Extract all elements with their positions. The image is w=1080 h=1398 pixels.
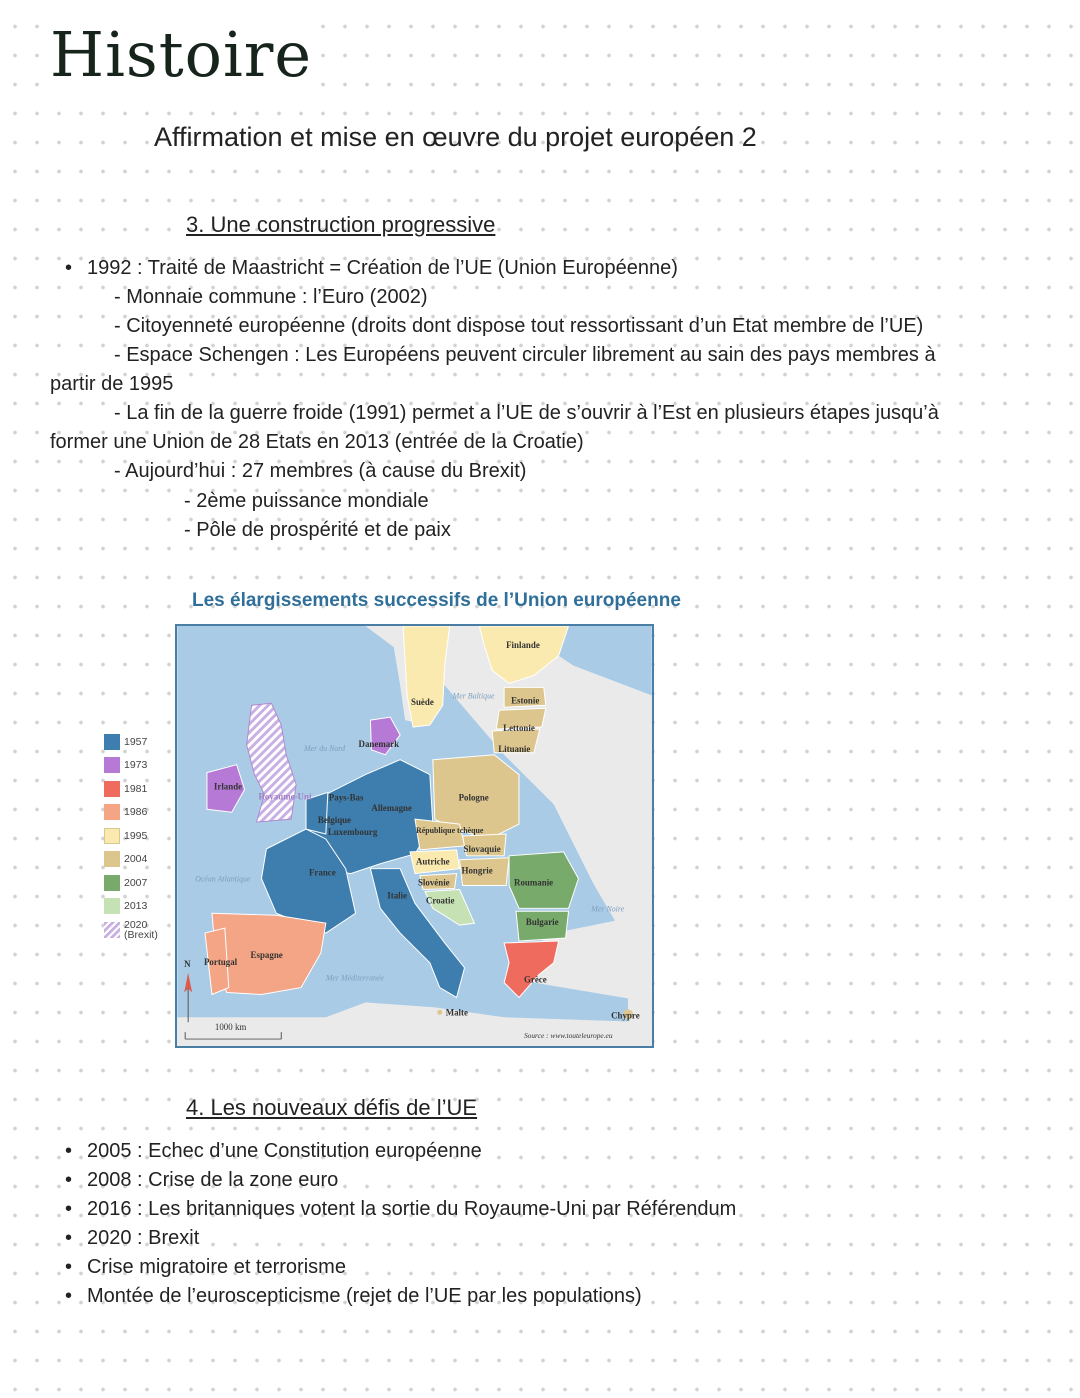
legend-label: 1981 [124,782,148,795]
sea-label: Mer Méditerranée [325,973,385,983]
map-label: Roumanie [514,877,554,888]
map-title: Les élargissements successifs de l’Union européenne [192,590,681,611]
list-item: • 2020 : Brexit [87,1224,199,1253]
eu-enlargement-map [175,624,654,1048]
text-line: - Pôle de prospérité et de paix [184,519,451,541]
map-label: Lettonie [503,723,535,733]
scale-label: 1000 km [214,1022,247,1033]
section-3-heading: 3. Une construction progressive [186,212,496,237]
map-label: Italie [387,890,408,901]
map-legend [104,730,164,942]
map-label: Royaume-Uni [258,791,312,802]
legend-item [104,777,164,801]
legend-swatch [104,875,120,891]
page-subtitle: Affirmation et mise en œuvre du projet européen 2 [154,122,757,152]
text-line: - Monnaie commune : l’Euro (2002) [114,286,428,308]
text-line: - La fin de la guerre froide (1991) permet a l’UE de s’ouvrir à l’Est en plusieurs étapes jusqu’à [114,402,939,424]
country-malta [437,1010,442,1015]
north-label: N [184,958,191,969]
legend-label: 2007 [124,876,148,889]
map-label: Belgique [317,815,352,826]
legend-item [104,918,164,942]
map-label: Suède [411,697,434,708]
map-label: Lituanie [498,743,531,754]
legend-label: 2004 [124,853,148,866]
list-item: • 2016 : Les britanniques votent la sortie du Royaume-Uni par Référendum [87,1195,736,1224]
sea-label: Océan Atlantique [195,874,251,884]
map-label: Malte [445,1007,468,1018]
map-label: Bulgarie [525,917,559,928]
legend-swatch [104,922,120,938]
map-label: Portugal [204,956,238,967]
text-line: partir de 1995 [50,373,174,395]
legend-label: 2020 (Brexit) [124,918,158,941]
map-label: Pays-Bas [328,792,364,803]
legend-swatch [104,734,120,750]
legend-swatch [104,828,120,844]
map-label: Slovaquie [463,843,501,854]
map-label: Autriche [415,856,450,867]
map-label: Luxembourg [327,827,378,838]
legend-swatch [104,898,120,914]
legend-swatch [104,757,120,773]
list-item: • 2005 : Echec d’une Constitution européenne [87,1137,482,1166]
legend-swatch [104,851,120,867]
page-title: Histoire [50,18,320,91]
list-item: • 2008 : Crise de la zone euro [87,1166,338,1195]
sea-label: Mer du Nord [304,743,346,753]
map-label: Grèce [523,974,547,985]
map-label: Chypre [611,1010,640,1021]
legend-item [104,848,164,872]
text-line: - Aujourd’hui : 27 membres (à cause du Brexit) [114,460,527,482]
map-label: Allemagne [371,803,412,814]
list-item: • Montée de l’euroscepticisme (rejet de l’UE par les populations) [87,1282,642,1311]
map-label: Espagne [250,949,283,960]
map-label: France [309,867,336,878]
text-line: - 2ème puissance mondiale [184,490,429,512]
list-item: • Crise migratoire et terrorisme [87,1253,346,1282]
map-label: Hongrie [461,865,493,876]
map-label: Pologne [458,792,489,803]
legend-item [104,871,164,895]
legend-label: 1986 [124,806,148,819]
text-line: • 1992 : Traité de Maastricht = Création de l’UE (Union Européenne) [87,254,678,283]
map-label: Croatie [425,895,455,906]
sea-label: Mer Baltique [452,691,495,701]
legend-item [104,895,164,919]
legend-label: 1973 [124,759,148,772]
map-source: Source : www.touteleurope.eu [523,1031,613,1041]
sea-label: Mer Noire [591,904,625,914]
map-label: Danemark [358,738,400,749]
map-label: Slovénie [417,877,450,888]
legend-item [104,754,164,778]
map-label: République tchèque [415,826,484,836]
legend-item [104,801,164,825]
section-4-heading: 4. Les nouveaux défis de l’UE [186,1095,478,1120]
text-line: former une Union de 28 Etats en 2013 (entrée de la Croatie) [50,431,584,453]
legend-label: 2013 [124,900,148,913]
legend-label: 1995 [124,829,148,842]
map-label: Estonie [511,695,540,706]
legend-item [104,730,164,754]
legend-swatch [104,804,120,820]
text-line: - Espace Schengen : Les Européens peuvent circuler librement au sain des pays membres à [114,344,936,366]
text-line: - Citoyenneté européenne (droits dont dispose tout ressortissant d’un Etat membre de l’UE) [114,315,924,337]
legend-label: 1957 [124,735,148,748]
legend-swatch [104,781,120,797]
legend-item [104,824,164,848]
map-label: Irlande [213,781,243,792]
map-label: Finlande [506,639,540,650]
